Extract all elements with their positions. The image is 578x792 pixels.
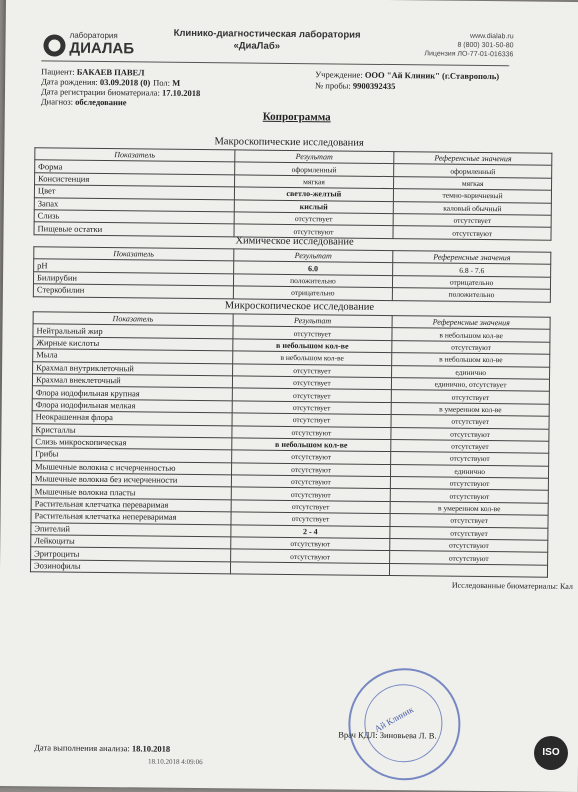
param-cell: Мышечные волокна без исчерченности [31,473,231,487]
column-header-result: Результат [233,314,393,328]
result-cell: отсутствует [234,212,394,226]
micro-table [30,311,551,578]
result-cell: отрицательно [233,286,393,300]
reference-cell: отсутствует [390,514,548,528]
iso-mark-icon: ISO [534,736,568,770]
result-cell: отсутствует [232,388,392,402]
param-cell: Кристаллы [32,423,232,437]
result-cell: отсутствуют [230,549,390,563]
result-cell: отсутствуют [230,537,390,551]
header-divider [41,60,509,66]
reference-cell: оформленный [394,164,552,178]
institution: Учреждение: ООО "Ай Клиник" (г.Ставрополь) [315,69,500,82]
param-cell: Билирубин [33,272,233,286]
reference-cell: отсутствует [392,390,550,404]
reference-cell: темно-коричневый [394,189,552,203]
biomaterial-label: Исследованные биоматериалы: Кал [451,580,573,591]
reference-cell: отрицательно [393,275,551,289]
lab-title: Клинико-диагностическая лаборатория [173,27,361,41]
reference-cell: единично [392,365,550,379]
reference-cell: отсутствуют [390,539,548,553]
param-cell: Мышечные волокна пласты [31,485,231,499]
reference-cell: отсутствует [390,526,548,540]
diagnosis: Диагноз: обследование [40,96,127,108]
patient-sex: Пол: М [153,77,181,88]
result-cell: в небольшом кол-ве [232,339,392,353]
reference-cell: отсутствует [391,415,549,429]
clinic-seal [348,668,461,781]
column-header-reference: Референсные значения [392,316,550,330]
report-title: Копрограмма [262,110,331,124]
result-cell: 6.0 [233,261,393,275]
param-cell: Слизь [34,210,234,224]
param-cell: Мышечные волокна с исчерченностью [32,460,232,474]
sample-number: № пробы: 9900392435 [315,80,396,92]
column-header-result: Результат [234,150,394,164]
chem-section-title: Химическое исследование [235,235,354,248]
reference-cell: отсутствуют [392,340,550,354]
param-cell: Неокрашенная флора [32,411,232,425]
result-cell: 2 - 4 [230,525,390,539]
phone: 8 (800) 301-50-80 [457,41,514,50]
result-cell: оформленный [234,162,394,176]
reference-cell: 6.8 - 7.6 [393,263,551,277]
completion-date: Дата выполнения анализа: 18.10.2018 [34,742,171,754]
print-timestamp: 18.10.2018 4:09:06 [147,757,203,767]
reference-cell: положительно [393,288,551,302]
column-header-param: Показатель [35,148,235,162]
param-cell: Стеркобилин [33,284,233,298]
param-cell: Эритроциты [31,547,231,561]
reference-cell: в умеренном кол-ве [390,501,548,515]
micro-section-title: Микроскопическое исследование [224,300,375,313]
param-cell: Запах [34,197,234,211]
param-cell: Цвет [34,185,234,199]
result-cell: мягкая [234,175,394,189]
param-cell: Мыла [33,349,233,363]
website: www.dialab.ru [469,32,514,41]
param-cell: Растительная клетчатка непереваримая [31,510,231,524]
result-cell: светло-желтый [234,187,394,201]
patient-name: Пациент: БАКАЕВ ПАВЕЛ [41,66,145,78]
result-cell: в небольшом кол-ве [231,438,391,452]
reference-cell: в небольшом кол-ве [392,353,550,367]
param-cell: Форма [35,160,235,174]
column-header-reference: Референсные значения [394,152,552,166]
result-cell: отсутствует [232,401,392,415]
reference-cell: отсутствуют [391,477,549,491]
param-cell: Флора иодофильная крупная [32,386,232,400]
reference-cell [390,563,548,577]
param-cell: Грибы [32,448,232,462]
param-cell: Нейтральный жир [33,324,233,338]
result-cell: отсутствует [231,512,391,526]
license: Лицензия ЛО-77-01-016336 [424,50,514,59]
param-cell: pH [34,259,234,273]
column-header-result: Результат [233,249,393,263]
param-cell: Слизь микроскопическая [32,436,232,450]
reference-cell: единично [391,464,549,478]
brand-small-label: лаборатория [69,30,118,41]
param-cell: Пищевые остатки [34,222,234,236]
macro-section-title: Макроскопические исследования [214,136,364,149]
seal-text: Ай Клиник [372,704,416,734]
param-cell: Жирные кислоты [33,337,233,351]
param-cell: Лейкоциты [31,535,231,549]
result-cell: кислый [234,199,394,213]
param-cell: Флора иодофильная мелкая [32,399,232,413]
column-header-param: Показатель [33,312,233,326]
patient-dob: Дата рождения: 03.09.2018 (0) [41,76,151,88]
dialab-logo-icon [43,34,65,56]
result-cell: отсутствуют [231,463,391,477]
reference-cell: отсутствуют [393,226,551,240]
lab-subtitle: «ДиаЛаб» [233,40,281,52]
result-cell: отсутствует [233,326,393,340]
reference-cell: отсутствуют [390,551,548,565]
reference-cell: в умеренном кол-ве [391,402,549,416]
result-cell: отсутствует [231,500,391,514]
result-cell: отсутствует [232,376,392,390]
result-cell: отсутствуют [231,487,391,501]
result-cell: отсутствуют [234,224,394,238]
brand-name: ДИАЛАБ [69,39,135,58]
column-header-param: Показатель [34,247,234,261]
result-cell: отсутствуют [232,425,392,439]
macro-table [33,147,552,240]
result-cell: отсутствует [232,363,392,377]
param-cell: Эпителий [31,522,231,536]
column-header-reference: Референсные значения [393,251,551,265]
reference-cell: единично, отсутствует [392,378,550,392]
reference-cell: мягкая [394,176,552,190]
reference-cell: отсутствуют [391,489,549,503]
result-cell: отсутствуют [231,450,391,464]
reference-cell: отсутствует [393,214,551,228]
param-cell: Крахмал внеклеточный [32,374,232,388]
param-cell: Консистенция [35,173,235,187]
chem-table [33,246,552,302]
param-cell: Крахмал внутриклеточный [33,361,233,375]
reference-cell: отсутствуют [391,452,549,466]
reference-cell: каловый обычный [394,201,552,215]
result-cell: отсутствует [232,413,392,427]
result-cell [230,562,390,576]
registration-date: Дата регистрации биоматериала: 17.10.2018 [40,86,201,99]
result-cell: в небольшом кол-ве [232,351,392,365]
reference-cell: в небольшом кол-ве [392,328,550,342]
param-cell: Растительная клетчатка переваримая [31,498,231,512]
reference-cell: отсутствует [391,439,549,453]
doctor-signature: Врач КДЛ: Зиновьева Л. В. [338,729,437,741]
reference-cell: отсутствуют [391,427,549,441]
result-cell: положительно [233,274,393,288]
result-cell: отсутствуют [231,475,391,489]
param-cell: Эозинофилы [30,560,230,574]
